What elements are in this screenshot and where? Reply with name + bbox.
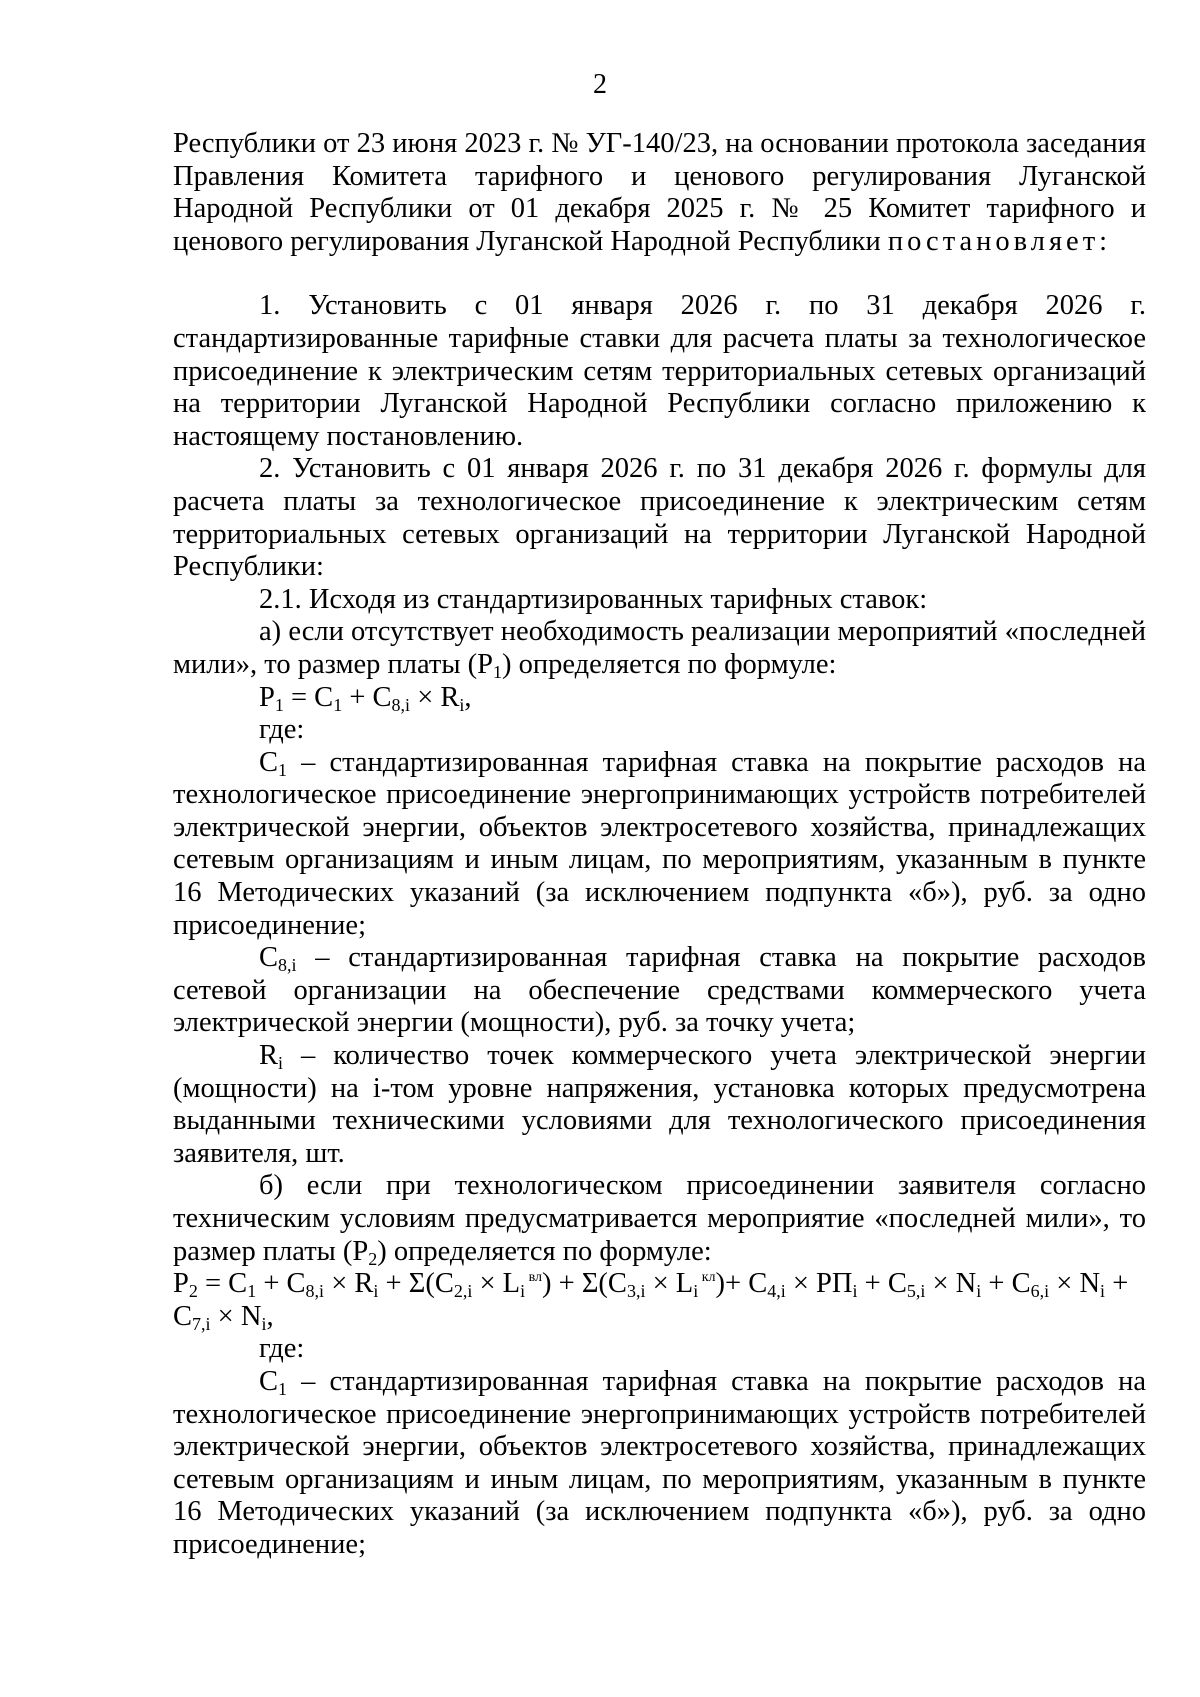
- document-body: [173, 128, 1146, 1562]
- where-label-2: где:: [259, 1333, 305, 1365]
- item-2-1: 2.1. Исходя из стандартизированных тарифных ставок:: [259, 583, 928, 615]
- formula-p1: $P_1 = C_1 + C_{8,i} \times R_i$,: [259, 681, 472, 715]
- item-2: 2. Установить с 01 января 2026 г. по 31 декабря 2026 г. формулы для расчета платы за технологическое присоединение к электрическим сетям территориальных сетевых организаций на территории Луганской Народной Республики:: [173, 453, 1146, 583]
- decree-word: постановляет:: [887, 225, 1112, 257]
- definition-c8: $C_{8,i}$ – стандартизированная тарифная ставка на покрытие расходов сетевой организации на обеспечение средствами коммерческого учета электрической энергии (мощности), руб. за точку учета;: [173, 942, 1146, 1039]
- where-label: где:: [259, 714, 305, 746]
- definition-r: $R_i$ – количество точек коммерческого учета электрической энергии (мощности) на i-том уровне напряжения, установка которых предусмотрена выданными техническими условиями для технологического присоединения заявителя, шт.: [173, 1040, 1146, 1169]
- item-a: а) если отсутствует необходимость реализации мероприятий «последней мили», то размер платы $(P_1)$ определяется по формуле:: [173, 616, 1146, 682]
- definition-c1: $C_1$ – стандартизированная тарифная ставка на покрытие расходов на технологическое присоединение энергопринимающих устройств потребителей электрической энергии, объектов электросетевого хозяйства, принадлежащих сетевым организациям и иным лицам, по мероприятиям, указанным в пункте 16 Методических указаний (за исключением подпункта «б»), руб. за одно присоединение;: [173, 746, 1146, 941]
- paragraph-gap: [173, 258, 1146, 290]
- page-number: 2: [593, 69, 607, 100]
- formula-p2: $P_2 = C_1 + C_{8,i} \times R_i + \Sigma(C_{2,i} \times L_i$ $^{вл}) + \Sigma(C_{3,i} \times L_i$ $^{кл})+ C_{4,i} \times РП_i + C_{5,i} \times N_i + C_{6,i} \times N_i + C_{7,i} \times N_i$,: [173, 1268, 1129, 1334]
- item-1: 1. Установить с 01 января 2026 г. по 31 декабря 2026 г. стандартизированные тарифные ставки для расчета платы за технологическое присоединение к электрическим сетям территориальных сетевых организаций на территории Луганской Народной Республики согласно приложению к настоящему постановлению.: [173, 290, 1146, 452]
- definition-c1-second: $C_1$ – стандартизированная тарифная ставка на покрытие расходов на технологическое присоединение энергопринимающих устройств потребителей электрической энергии, объектов электросетевого хозяйства, принадлежащих сетевым организациям и иным лицам, по мероприятиям, указанным в пункте 16 Методических указаний (за исключением подпункта «б»), руб. за одно присоединение;: [173, 1365, 1146, 1560]
- item-b: б) если при технологическом присоединении заявителя согласно техническим условиям предусматривается мероприятие «последней мили», то размер платы $(P_2)$ определяется по формуле:: [173, 1170, 1146, 1269]
- intro-paragraph: Республики от 23 июня 2023 г. № УГ-140/23, на основании протокола заседания Правления Комитета тарифного и ценового регулирования Луганской Народной Республики от 01 декабря 2025 г. № 25 Комитет тарифного и ценового регулирования Луганской Народной Республики постановляет:: [173, 128, 1146, 257]
